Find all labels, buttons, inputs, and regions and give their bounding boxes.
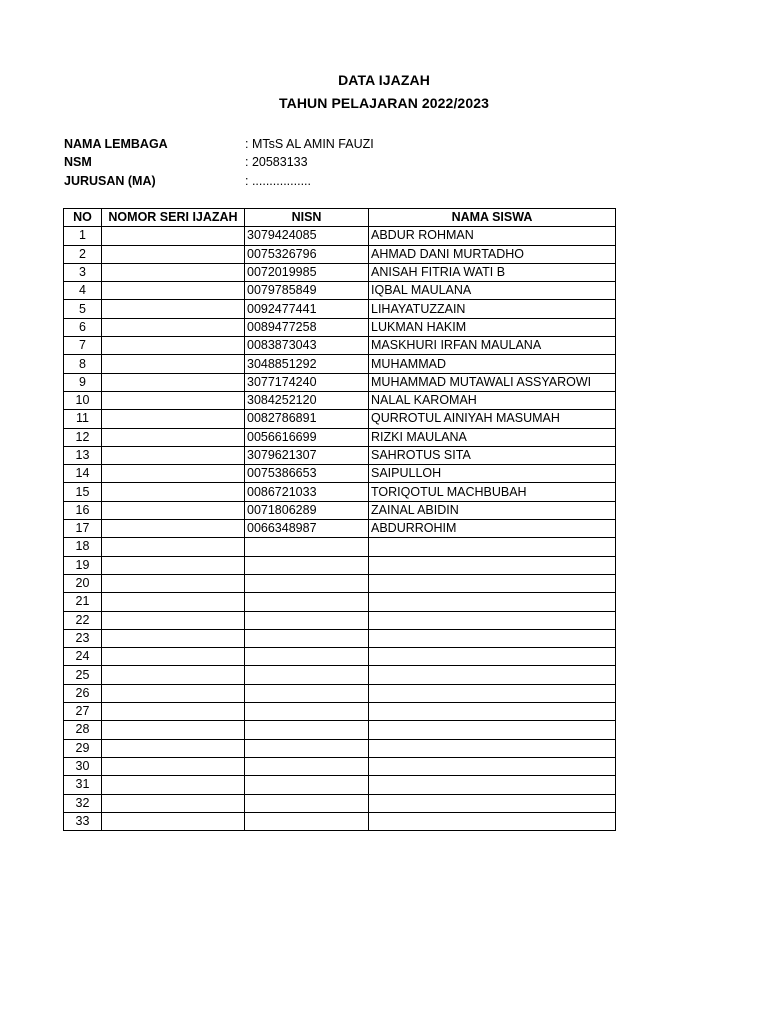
table-row — [64, 483, 616, 501]
cell-nomor-seri — [102, 520, 245, 538]
cell-nama-siswa: SAIPULLOH — [369, 465, 616, 483]
cell-nisn: 0075326796 — [245, 245, 369, 263]
cell-no: 9 — [64, 373, 102, 391]
cell-nisn: 0082786891 — [245, 410, 369, 428]
cell-nisn — [245, 556, 369, 574]
cell-nisn: 0075386653 — [245, 465, 369, 483]
cell-nama-siswa: QURROTUL AINIYAH MASUMAH — [369, 410, 616, 428]
info-label: NSM — [64, 155, 92, 170]
cell-nomor-seri — [102, 611, 245, 629]
table-row — [64, 556, 616, 574]
cell-nama-siswa: LIHAYATUZZAIN — [369, 300, 616, 318]
cell-nomor-seri — [102, 245, 245, 263]
cell-nama-siswa — [369, 721, 616, 739]
cell-nomor-seri — [102, 373, 245, 391]
cell-nisn — [245, 648, 369, 666]
cell-nisn — [245, 703, 369, 721]
cell-nomor-seri — [102, 629, 245, 647]
table-row — [64, 355, 616, 373]
cell-nisn: 0056616699 — [245, 428, 369, 446]
cell-nisn — [245, 538, 369, 556]
info-row-nama-lembaga — [64, 135, 374, 153]
cell-nomor-seri — [102, 574, 245, 592]
cell-nisn: 3084252120 — [245, 391, 369, 409]
cell-nama-siswa: TORIQOTUL MACHBUBAH — [369, 483, 616, 501]
info-row-nsm — [64, 153, 374, 171]
cell-nama-siswa — [369, 812, 616, 830]
table-row — [64, 465, 616, 483]
cell-nisn: 0092477441 — [245, 300, 369, 318]
info-label: NAMA LEMBAGA — [64, 137, 168, 151]
cell-nisn — [245, 794, 369, 812]
table-row — [64, 593, 616, 611]
table-row — [64, 739, 616, 757]
cell-no: 26 — [64, 684, 102, 702]
cell-nama-siswa — [369, 757, 616, 775]
cell-nisn — [245, 629, 369, 647]
header-no: NO — [64, 209, 102, 227]
cell-no: 8 — [64, 355, 102, 373]
cell-no: 20 — [64, 574, 102, 592]
cell-nisn: 3079424085 — [245, 227, 369, 245]
cell-no: 4 — [64, 282, 102, 300]
cell-nama-siswa — [369, 593, 616, 611]
cell-nisn — [245, 666, 369, 684]
cell-nama-siswa: AHMAD DANI MURTADHO — [369, 245, 616, 263]
table-row — [64, 812, 616, 830]
cell-nisn: 0071806289 — [245, 501, 369, 519]
header-nomor-seri-ijazah: NOMOR SERI IJAZAH — [102, 209, 245, 227]
cell-nomor-seri — [102, 282, 245, 300]
table-row — [64, 501, 616, 519]
cell-nomor-seri — [102, 391, 245, 409]
table-row — [64, 703, 616, 721]
cell-no: 3 — [64, 263, 102, 281]
cell-nisn — [245, 739, 369, 757]
cell-nomor-seri — [102, 666, 245, 684]
table-row — [64, 227, 616, 245]
table-row — [64, 446, 616, 464]
cell-no: 33 — [64, 812, 102, 830]
info-value: : MTsS AL AMIN FAUZI — [245, 137, 374, 151]
cell-nomor-seri — [102, 263, 245, 281]
cell-nomor-seri — [102, 538, 245, 556]
cell-no: 15 — [64, 483, 102, 501]
cell-nama-siswa: RIZKI MAULANA — [369, 428, 616, 446]
cell-no: 29 — [64, 739, 102, 757]
document-title: DATA IJAZAH — [338, 72, 430, 88]
cell-nomor-seri — [102, 593, 245, 611]
cell-no: 16 — [64, 501, 102, 519]
cell-nama-siswa — [369, 776, 616, 794]
institution-info — [64, 135, 374, 190]
table-row — [64, 282, 616, 300]
cell-nama-siswa: SAHROTUS SITA — [369, 446, 616, 464]
table-row — [64, 538, 616, 556]
table-row — [64, 337, 616, 355]
cell-nisn — [245, 593, 369, 611]
cell-nama-siswa: MUHAMMAD MUTAWALI ASSYAROWI — [369, 373, 616, 391]
cell-nama-siswa — [369, 611, 616, 629]
cell-nama-siswa — [369, 538, 616, 556]
table-row — [64, 428, 616, 446]
cell-no: 19 — [64, 556, 102, 574]
cell-no: 1 — [64, 227, 102, 245]
cell-nomor-seri — [102, 483, 245, 501]
cell-nama-siswa: MASKHURI IRFAN MAULANA — [369, 337, 616, 355]
info-row-jurusan — [64, 172, 374, 190]
cell-nomor-seri — [102, 410, 245, 428]
cell-nama-siswa — [369, 739, 616, 757]
cell-nomor-seri — [102, 721, 245, 739]
table-header-row — [64, 209, 616, 227]
cell-no: 22 — [64, 611, 102, 629]
table-row — [64, 410, 616, 428]
table-row — [64, 666, 616, 684]
cell-no: 14 — [64, 465, 102, 483]
cell-no: 5 — [64, 300, 102, 318]
table-body — [64, 227, 616, 831]
cell-no: 30 — [64, 757, 102, 775]
cell-no: 6 — [64, 318, 102, 336]
cell-nomor-seri — [102, 300, 245, 318]
cell-nisn: 3048851292 — [245, 355, 369, 373]
cell-no: 17 — [64, 520, 102, 538]
table-row — [64, 318, 616, 336]
table-row — [64, 574, 616, 592]
cell-no: 12 — [64, 428, 102, 446]
cell-nomor-seri — [102, 501, 245, 519]
document-subtitle: TAHUN PELAJARAN 2022/2023 — [279, 95, 489, 111]
info-value: : 20583133 — [245, 155, 308, 170]
cell-no: 10 — [64, 391, 102, 409]
cell-nomor-seri — [102, 428, 245, 446]
cell-no: 25 — [64, 666, 102, 684]
cell-nisn: 0086721033 — [245, 483, 369, 501]
table-row — [64, 721, 616, 739]
cell-nama-siswa: IQBAL MAULANA — [369, 282, 616, 300]
cell-nama-siswa — [369, 574, 616, 592]
cell-nisn: 0089477258 — [245, 318, 369, 336]
table-row — [64, 776, 616, 794]
cell-nama-siswa: MUHAMMAD — [369, 355, 616, 373]
cell-nomor-seri — [102, 757, 245, 775]
cell-nisn: 0066348987 — [245, 520, 369, 538]
cell-nisn — [245, 574, 369, 592]
cell-nomor-seri — [102, 648, 245, 666]
table-row — [64, 263, 616, 281]
cell-nomor-seri — [102, 794, 245, 812]
header-nisn: NISN — [245, 209, 369, 227]
cell-no: 21 — [64, 593, 102, 611]
cell-nisn: 0072019985 — [245, 263, 369, 281]
cell-no: 11 — [64, 410, 102, 428]
cell-nama-siswa: ANISAH FITRIA WATI B — [369, 263, 616, 281]
cell-nama-siswa: ABDURROHIM — [369, 520, 616, 538]
cell-no: 24 — [64, 648, 102, 666]
cell-nama-siswa — [369, 703, 616, 721]
cell-nomor-seri — [102, 739, 245, 757]
table-row — [64, 629, 616, 647]
cell-nama-siswa — [369, 666, 616, 684]
cell-nama-siswa — [369, 794, 616, 812]
cell-no: 27 — [64, 703, 102, 721]
cell-nisn — [245, 611, 369, 629]
cell-nama-siswa — [369, 648, 616, 666]
cell-nisn — [245, 721, 369, 739]
table-row — [64, 245, 616, 263]
cell-no: 2 — [64, 245, 102, 263]
cell-nomor-seri — [102, 337, 245, 355]
cell-nisn: 3079621307 — [245, 446, 369, 464]
header-nama-siswa: NAMA SISWA — [369, 209, 616, 227]
cell-no: 28 — [64, 721, 102, 739]
cell-nomor-seri — [102, 556, 245, 574]
cell-no: 32 — [64, 794, 102, 812]
cell-nomor-seri — [102, 318, 245, 336]
cell-nisn — [245, 812, 369, 830]
cell-no: 31 — [64, 776, 102, 794]
cell-nama-siswa — [369, 629, 616, 647]
cell-nomor-seri — [102, 703, 245, 721]
cell-nama-siswa: NALAL KAROMAH — [369, 391, 616, 409]
cell-nomor-seri — [102, 227, 245, 245]
cell-no: 18 — [64, 538, 102, 556]
cell-nomor-seri — [102, 355, 245, 373]
cell-no: 7 — [64, 337, 102, 355]
cell-no: 13 — [64, 446, 102, 464]
cell-nomor-seri — [102, 446, 245, 464]
table-row — [64, 373, 616, 391]
cell-nama-siswa: ZAINAL ABIDIN — [369, 501, 616, 519]
cell-nomor-seri — [102, 684, 245, 702]
cell-nomor-seri — [102, 812, 245, 830]
cell-no: 23 — [64, 629, 102, 647]
table-row — [64, 794, 616, 812]
cell-nisn — [245, 776, 369, 794]
table-row — [64, 391, 616, 409]
cell-nisn — [245, 757, 369, 775]
info-label: JURUSAN (MA) — [64, 173, 156, 188]
table-row — [64, 757, 616, 775]
cell-nama-siswa: LUKMAN HAKIM — [369, 318, 616, 336]
table-row — [64, 648, 616, 666]
cell-nomor-seri — [102, 465, 245, 483]
info-value: : ................. — [245, 173, 311, 188]
table-row — [64, 611, 616, 629]
cell-nisn: 0083873043 — [245, 337, 369, 355]
table-row — [64, 300, 616, 318]
cell-nama-siswa — [369, 684, 616, 702]
cell-nomor-seri — [102, 776, 245, 794]
cell-nisn: 0079785849 — [245, 282, 369, 300]
table-row — [64, 520, 616, 538]
ijazah-table — [63, 208, 616, 831]
cell-nisn: 3077174240 — [245, 373, 369, 391]
cell-nama-siswa: ABDUR ROHMAN — [369, 227, 616, 245]
table-row — [64, 684, 616, 702]
cell-nama-siswa — [369, 556, 616, 574]
cell-nisn — [245, 684, 369, 702]
